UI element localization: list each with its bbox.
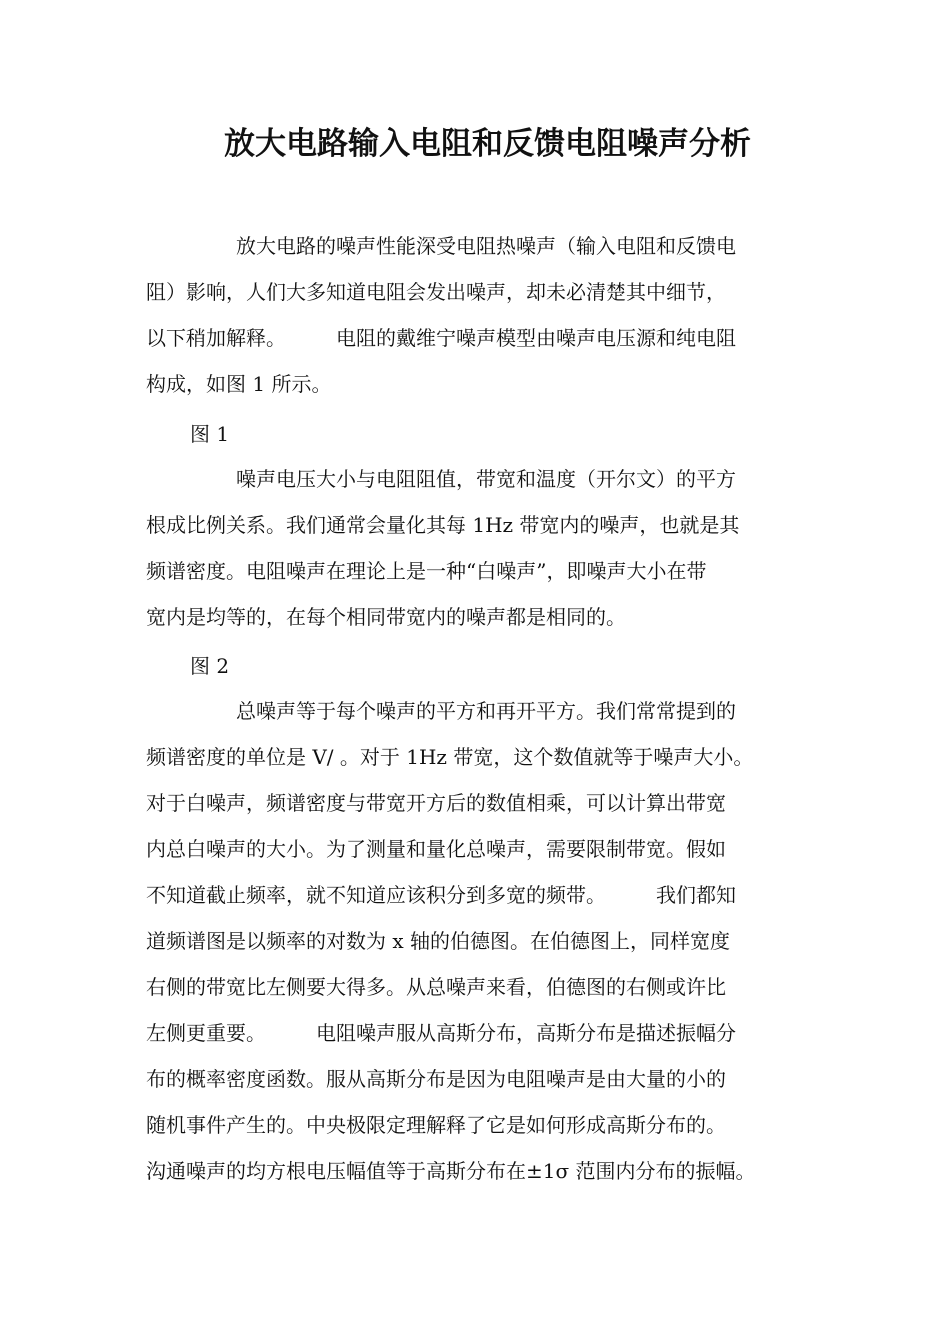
paragraph-2	[146, 456, 826, 640]
paragraph-1	[146, 223, 826, 407]
paragraph-3-line-11: 沟通噪声的均方根电压幅值等于高斯分布在±1σ 范围内分布的振幅。	[146, 1159, 756, 1183]
figure-1-label: 图 1	[190, 422, 230, 446]
paragraph-3-line-5: 不知道截止频率，就不知道应该积分到多宽的频带。 我们都知	[146, 883, 736, 907]
paragraph-1-line-2: 阻）影响，人们大多知道电阻会发出噪声，却未必清楚其中细节，	[146, 280, 726, 304]
paragraph-3-line-9: 布的概率密度函数。服从高斯分布是因为电阻噪声是由大量的小的	[146, 1067, 726, 1091]
paragraph-3-line-3: 对于白噪声，频谱密度与带宽开方后的数值相乘，可以计算出带宽	[146, 791, 726, 815]
document-title: 放大电路输入电阻和反馈电阻噪声分析	[224, 126, 751, 162]
paragraph-3-line-6: 道频谱图是以频率的对数为 x 轴的伯德图。在伯德图上，同样宽度	[146, 929, 730, 953]
paragraph-2-line-1: 噪声电压大小与电阻阻值，带宽和温度（开尔文）的平方	[236, 467, 736, 491]
paragraph-1-line-1: 放大电路的噪声性能深受电阻热噪声（输入电阻和反馈电	[236, 234, 736, 258]
paragraph-2-line-2: 根成比例关系。我们通常会量化其每 1Hz 带宽内的噪声，也就是其	[146, 513, 740, 537]
paragraph-3	[146, 688, 826, 1194]
paragraph-1-line-4: 构成，如图 1 所示。	[146, 372, 332, 396]
paragraph-3-line-10: 随机事件产生的。中央极限定理解释了它是如何形成高斯分布的。	[146, 1113, 726, 1137]
paragraph-2-line-3: 频谱密度。电阻噪声在理论上是一种“白噪声”，即噪声大小在带	[146, 559, 707, 583]
paragraph-3-line-2: 频谱密度的单位是 V/ 。对于 1Hz 带宽，这个数值就等于噪声大小。	[146, 745, 754, 769]
paragraph-1-line-3: 以下稍加解释。 电阻的戴维宁噪声模型由噪声电压源和纯电阻	[146, 326, 736, 350]
figure-2-label: 图 2	[190, 654, 230, 678]
paragraph-3-line-4: 内总白噪声的大小。为了测量和量化总噪声，需要限制带宽。假如	[146, 837, 726, 861]
paragraph-3-line-1: 总噪声等于每个噪声的平方和再开平方。我们常常提到的	[236, 699, 736, 723]
paragraph-3-line-8: 左侧更重要。 电阻噪声服从高斯分布，高斯分布是描述振幅分	[146, 1021, 736, 1045]
paragraph-2-line-4: 宽内是均等的，在每个相同带宽内的噪声都是相同的。	[146, 605, 626, 629]
paragraph-3-line-7: 右侧的带宽比左侧要大得多。从总噪声来看，伯德图的右侧或许比	[146, 975, 726, 999]
